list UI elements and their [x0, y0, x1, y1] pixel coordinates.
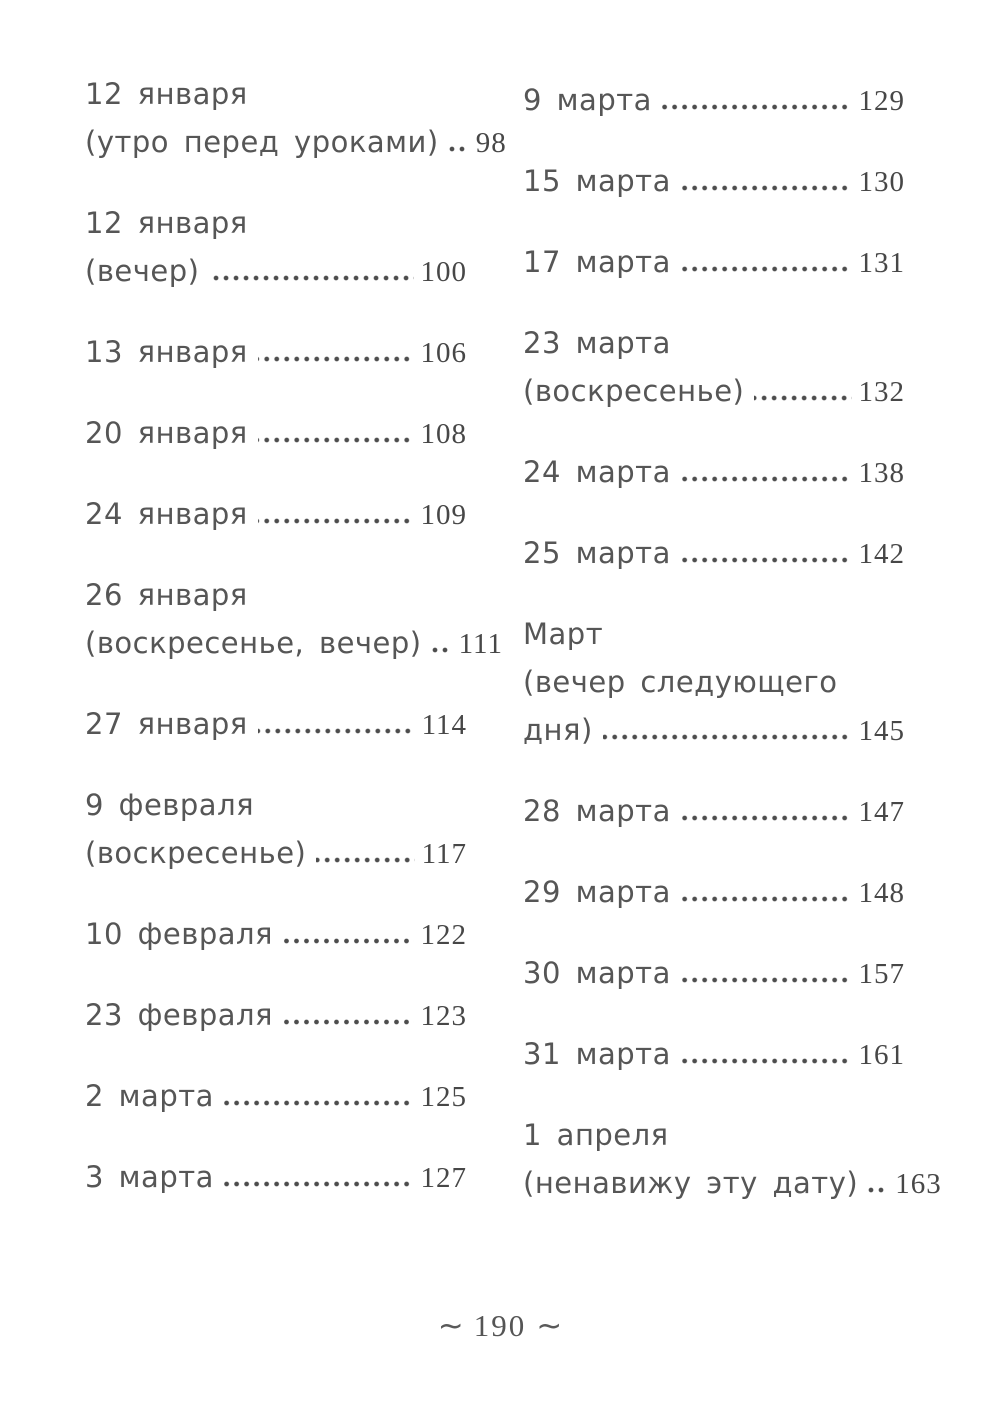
toc-entry-title: 2 марта [85, 1079, 214, 1113]
toc-entry-title: 25 марта [523, 536, 671, 570]
toc-entry-last-line [85, 1153, 467, 1201]
toc-entry-page-number: 163 [895, 1168, 942, 1200]
toc-entry-title: 30 марта [523, 956, 671, 990]
toc-entry-title: (воскресенье) [85, 836, 307, 870]
toc-entry-last-line [85, 490, 467, 538]
toc-entry-last-line [85, 118, 507, 166]
toc-entry-page-number: 117 [421, 838, 467, 870]
toc-entry-last-line [85, 991, 467, 1039]
toc-entry [85, 700, 467, 748]
toc-entry [85, 910, 467, 958]
dot-leader-icon [224, 1100, 414, 1106]
toc-column-right [523, 76, 942, 1207]
toc-entry [85, 409, 467, 457]
toc-entry [85, 70, 507, 166]
toc-entry-title: 24 января [85, 497, 248, 531]
toc-entry-page-number: 142 [858, 538, 905, 570]
footer-tilde-right: ∼ [536, 1308, 563, 1343]
toc-entry-page-number: 111 [458, 628, 503, 660]
toc-entry-last-line [523, 868, 905, 916]
dot-leader-icon [681, 977, 852, 983]
toc-entry-title-line: 26 января [85, 578, 248, 612]
footer-page-number: 190 [473, 1308, 527, 1343]
toc-entry-page-number: 131 [858, 247, 905, 279]
dot-leader-icon [681, 557, 852, 563]
dot-leader-icon [662, 104, 852, 110]
toc-entry-last-line [85, 247, 467, 295]
toc-entry-page-number: 98 [475, 127, 507, 159]
toc-entry-title: 23 февраля [85, 998, 274, 1032]
toc-entry-page-number: 145 [858, 715, 905, 747]
toc-entry-title: 13 января [85, 335, 248, 369]
toc-entry-title: дня) [523, 713, 593, 747]
page-footer [0, 1306, 1000, 1346]
toc-entry-last-line [85, 409, 467, 457]
toc-entry-page-number: 129 [858, 85, 905, 117]
toc-entry-last-line [523, 787, 905, 835]
dot-leader-icon [449, 146, 469, 152]
toc-entry [85, 1153, 467, 1201]
toc-entry-page-number: 108 [420, 418, 467, 450]
toc-entry-title: 20 января [85, 416, 248, 450]
dot-leader-icon [681, 815, 852, 821]
toc-entry-page-number: 132 [858, 376, 905, 408]
toc-entry-title: 27 января [85, 707, 248, 741]
dot-leader-icon [258, 728, 415, 734]
toc-entry-last-line [523, 238, 905, 286]
toc-entry [85, 490, 467, 538]
toc-entry-title-line: 12 января [85, 206, 248, 240]
toc-entry-last-line [523, 76, 905, 124]
toc-entry-last-line [523, 1159, 942, 1207]
toc-entry-title-line: 9 февраля [85, 788, 255, 822]
toc-entry-last-line [523, 448, 905, 496]
toc-entry-last-line [85, 910, 467, 958]
toc-entry-title: 9 марта [523, 83, 652, 117]
dot-leader-icon [681, 476, 852, 482]
toc-entry-title-line: (вечер следующего [523, 665, 838, 699]
toc-entry-title: (вечер) [85, 254, 200, 288]
toc-entry-title: 15 марта [523, 164, 671, 198]
toc-entry [523, 238, 905, 286]
toc-entry-title-line: Март [523, 617, 604, 651]
toc-entry [85, 199, 467, 295]
toc-entry-title: 3 марта [85, 1160, 214, 1194]
toc-entry-last-line [523, 706, 905, 754]
toc-entry [523, 529, 905, 577]
toc-entry-title: (воскресенье) [523, 374, 745, 408]
toc-entry-last-line [85, 1072, 467, 1120]
toc-entry-title-line: 1 апреля [523, 1118, 669, 1152]
toc-entry [523, 319, 905, 415]
toc-entry-page-number: 125 [420, 1081, 467, 1113]
dot-leader-icon [258, 518, 414, 524]
toc-entry [523, 448, 905, 496]
dot-leader-icon [432, 647, 452, 653]
dot-leader-icon [258, 437, 414, 443]
toc-entry [523, 949, 905, 997]
toc-entry [523, 787, 905, 835]
toc-entry [85, 571, 503, 667]
toc-entry-last-line [523, 157, 905, 205]
toc-entry-title: 29 марта [523, 875, 671, 909]
toc-entry [523, 157, 905, 205]
dot-leader-icon [283, 1019, 413, 1025]
toc-entry [85, 991, 467, 1039]
toc-entry-title-line: 23 марта [523, 326, 671, 360]
toc-entry-page-number: 100 [420, 256, 467, 288]
toc-entry-last-line [523, 529, 905, 577]
toc-entry [523, 1111, 942, 1207]
toc-entry-last-line [523, 949, 905, 997]
dot-leader-icon [316, 857, 414, 863]
toc-entry-page-number: 123 [420, 1000, 467, 1032]
toc-entry-title: 17 марта [523, 245, 671, 279]
toc-column-left [85, 70, 507, 1201]
toc-entry-title: 28 марта [523, 794, 671, 828]
toc-entry-last-line [85, 619, 503, 667]
toc-entry-page-number: 157 [858, 958, 905, 990]
toc-entry-last-line [523, 367, 905, 415]
dot-leader-icon [681, 1058, 852, 1064]
footer-tilde-left: ∼ [437, 1308, 464, 1343]
toc-entry-page-number: 130 [858, 166, 905, 198]
dot-leader-icon [209, 275, 413, 281]
toc-entry-last-line [85, 829, 467, 877]
toc-entry-page-number: 114 [421, 709, 467, 741]
toc-entry-title-line: 12 января [85, 77, 248, 111]
dot-leader-icon [681, 896, 852, 902]
toc-entry [85, 1072, 467, 1120]
toc-entry-page-number: 122 [420, 919, 467, 951]
toc-entry-page-number: 127 [420, 1162, 467, 1194]
toc-entry-page-number: 148 [858, 877, 905, 909]
dot-leader-icon [754, 395, 851, 401]
toc-entry [85, 781, 467, 877]
toc-entry [523, 1030, 905, 1078]
toc-entry-title: (утро перед уроками) [85, 125, 439, 159]
toc-entry-page-number: 106 [420, 337, 467, 369]
dot-leader-icon [603, 734, 852, 740]
toc-entry-page-number: 109 [420, 499, 467, 531]
toc-entry-page-number: 161 [858, 1039, 905, 1071]
toc-entry-title: 24 марта [523, 455, 671, 489]
toc-entry-title: 10 февраля [85, 917, 274, 951]
toc-entry-page-number: 138 [858, 457, 905, 489]
dot-leader-icon [283, 938, 413, 944]
toc-entry-page-number: 147 [858, 796, 905, 828]
toc-entry-last-line [85, 328, 467, 376]
toc-entry [85, 328, 467, 376]
toc-entry [523, 868, 905, 916]
dot-leader-icon [681, 266, 852, 272]
toc-entry-title: (ненавижу эту дату) [523, 1166, 859, 1200]
dot-leader-icon [224, 1181, 414, 1187]
dot-leader-icon [681, 185, 852, 191]
toc-entry-last-line [85, 700, 467, 748]
toc-entry-title: 31 марта [523, 1037, 671, 1071]
toc-entry [523, 76, 905, 124]
toc-entry-last-line [523, 1030, 905, 1078]
toc-entry [523, 610, 905, 754]
dot-leader-icon [258, 356, 414, 362]
toc-entry-title: (воскресенье, вечер) [85, 626, 422, 660]
dot-leader-icon [868, 1187, 888, 1193]
